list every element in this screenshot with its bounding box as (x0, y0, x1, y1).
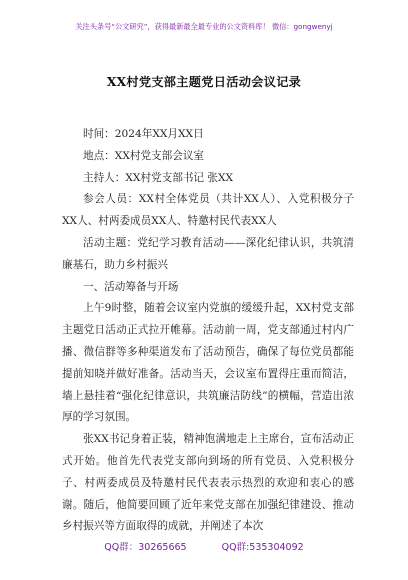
header-banner: 关注头条号“公文研究”，获得最新最全最专业的公文资料库！ 微信：gongwenyj (75, 22, 333, 31)
document-title: XX村党支部主题党日活动会议记录 (106, 75, 302, 89)
meeting-time: 时间：2024年XX月XX日 (83, 128, 204, 140)
activity-theme: 活动主题：党纪学习教育活动——深化纪律认识，共筑清廉基石，助力乡村振兴 (62, 236, 354, 271)
paragraph-opening: 上午9时整，随着会议室内党旗的缓缓升起，XX村党支部主题党日活动正式拉开帷幕。活动前一周，党支部通过村内广播、微信群等多种渠道发布了活动预告，确保了每位党员都能提前知晓并做好准备。活动当天，会议室布置得庄重而简洁，墙上悬挂着“强化纪律意识，共筑廉洁防线”的横幅，营造出浓厚的学习氛围。 (62, 302, 354, 424)
document-body (62, 124, 354, 538)
section-heading: 一、活动筹备与开场 (83, 280, 179, 293)
footer-contacts (0, 539, 408, 553)
meeting-location: 地点：XX村党支部会议室 (83, 149, 205, 162)
footer-qq-group-1: QQ群：30265665 (104, 542, 187, 553)
meeting-host: 主持人：XX村党支部书记 张XX (83, 171, 234, 184)
footer-qq-group-2: QQ群:535304092 (221, 542, 304, 553)
meeting-participants: 参会人员：XX村全体党员（共计XX人）、入党积极分子XX人、村两委成员XX人、特邀村民代表XX人 (62, 193, 354, 228)
paragraph-speech: 张XX书记身着正装，精神饱满地走上主席台，宣布活动正式开始。他首先代表党支部向到场的所有党员、入党积极分子、村两委成员及特邀村民代表表示热烈的欢迎和衷心的感谢。随后，他简要回顾了近年来党支部在加强纪律建设、推动乡村振兴等方面取得的成就，并阐述了本次 (62, 433, 354, 533)
